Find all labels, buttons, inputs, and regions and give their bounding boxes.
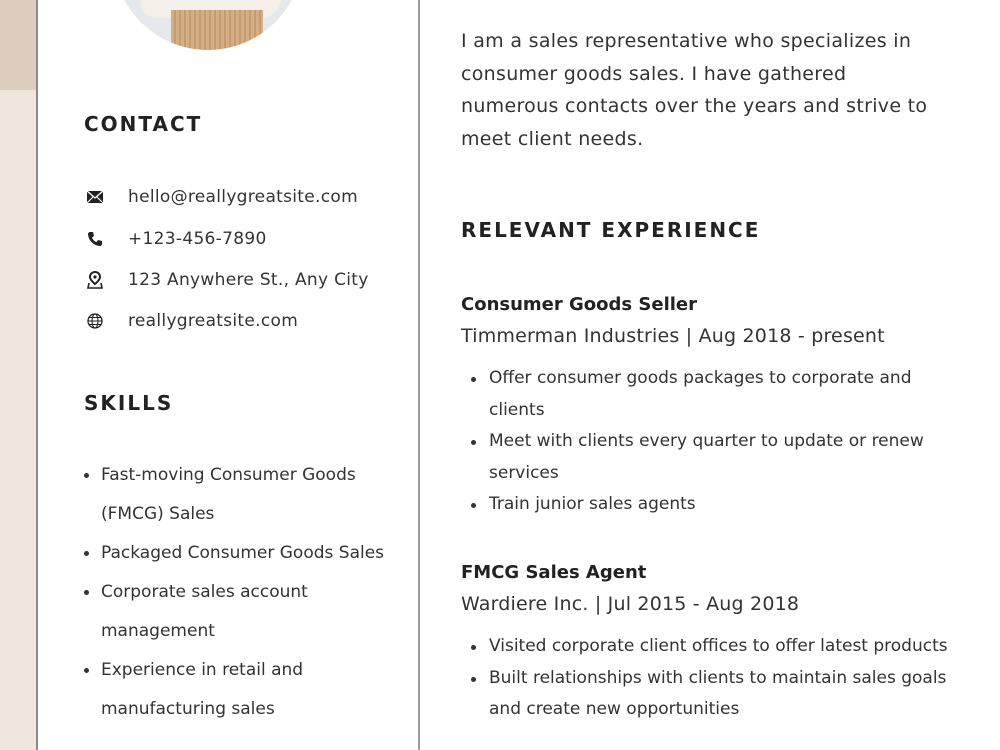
contact-phone[interactable] — [85, 228, 267, 250]
profile-summary: I am a sales representative who specializes in consumer goods sales. I have gathered numerous contacts over the years and strive to meet client needs. — [461, 30, 928, 150]
skill-item: Fast-moving Consumer Goods (FMCG) Sales — [80, 456, 371, 534]
job-bullet: Train junior sales agents — [461, 489, 931, 521]
job-bullet: Visited corporate client offices to offer latest products — [461, 631, 971, 663]
email-text: hello@reallygreatsite.com — [128, 187, 358, 207]
photo-knit-hem — [171, 10, 263, 50]
job-title: Consumer Goods Seller — [461, 294, 697, 315]
skills-list — [80, 456, 410, 729]
decorative-strip-top — [0, 0, 36, 90]
globe-icon — [85, 311, 105, 331]
column-divider — [418, 0, 420, 750]
address-text: 123 Anywhere St., Any City — [128, 270, 369, 290]
phone-icon — [85, 229, 105, 249]
job-bullets — [461, 631, 971, 726]
experience-heading: RELEVANT EXPERIENCE — [461, 218, 761, 242]
skill-item: Experience in retail and manufacturing sales — [80, 651, 341, 729]
job-bullet: Built relationships with clients to maintain sales goals and create new opportunities — [461, 663, 971, 726]
website-text: reallygreatsite.com — [128, 311, 299, 331]
skill-item: Packaged Consumer Goods Sales — [80, 534, 410, 573]
job-meta: Wardiere Inc. | Jul 2015 - Aug 2018 — [461, 593, 800, 615]
location-icon — [85, 270, 105, 290]
contact-email[interactable] — [85, 186, 358, 208]
phone-text: +123-456-7890 — [128, 229, 267, 249]
decorative-strip-bottom — [0, 90, 36, 750]
contact-heading: CONTACT — [84, 112, 203, 136]
page-left-border — [36, 0, 38, 750]
skills-heading: SKILLS — [84, 391, 174, 415]
mail-icon — [85, 187, 105, 207]
job-title: FMCG Sales Agent — [461, 562, 647, 583]
skill-item: Corporate sales account management — [80, 573, 341, 651]
job-bullet: Offer consumer goods packages to corporate and clients — [461, 363, 931, 426]
contact-website[interactable] — [85, 310, 298, 332]
profile-photo — [113, 0, 303, 50]
job-bullets — [461, 363, 931, 521]
job-bullet: Meet with clients every quarter to update or renew services — [461, 426, 931, 489]
contact-address[interactable] — [85, 269, 369, 291]
job-meta: Timmerman Industries | Aug 2018 - present — [461, 325, 885, 347]
